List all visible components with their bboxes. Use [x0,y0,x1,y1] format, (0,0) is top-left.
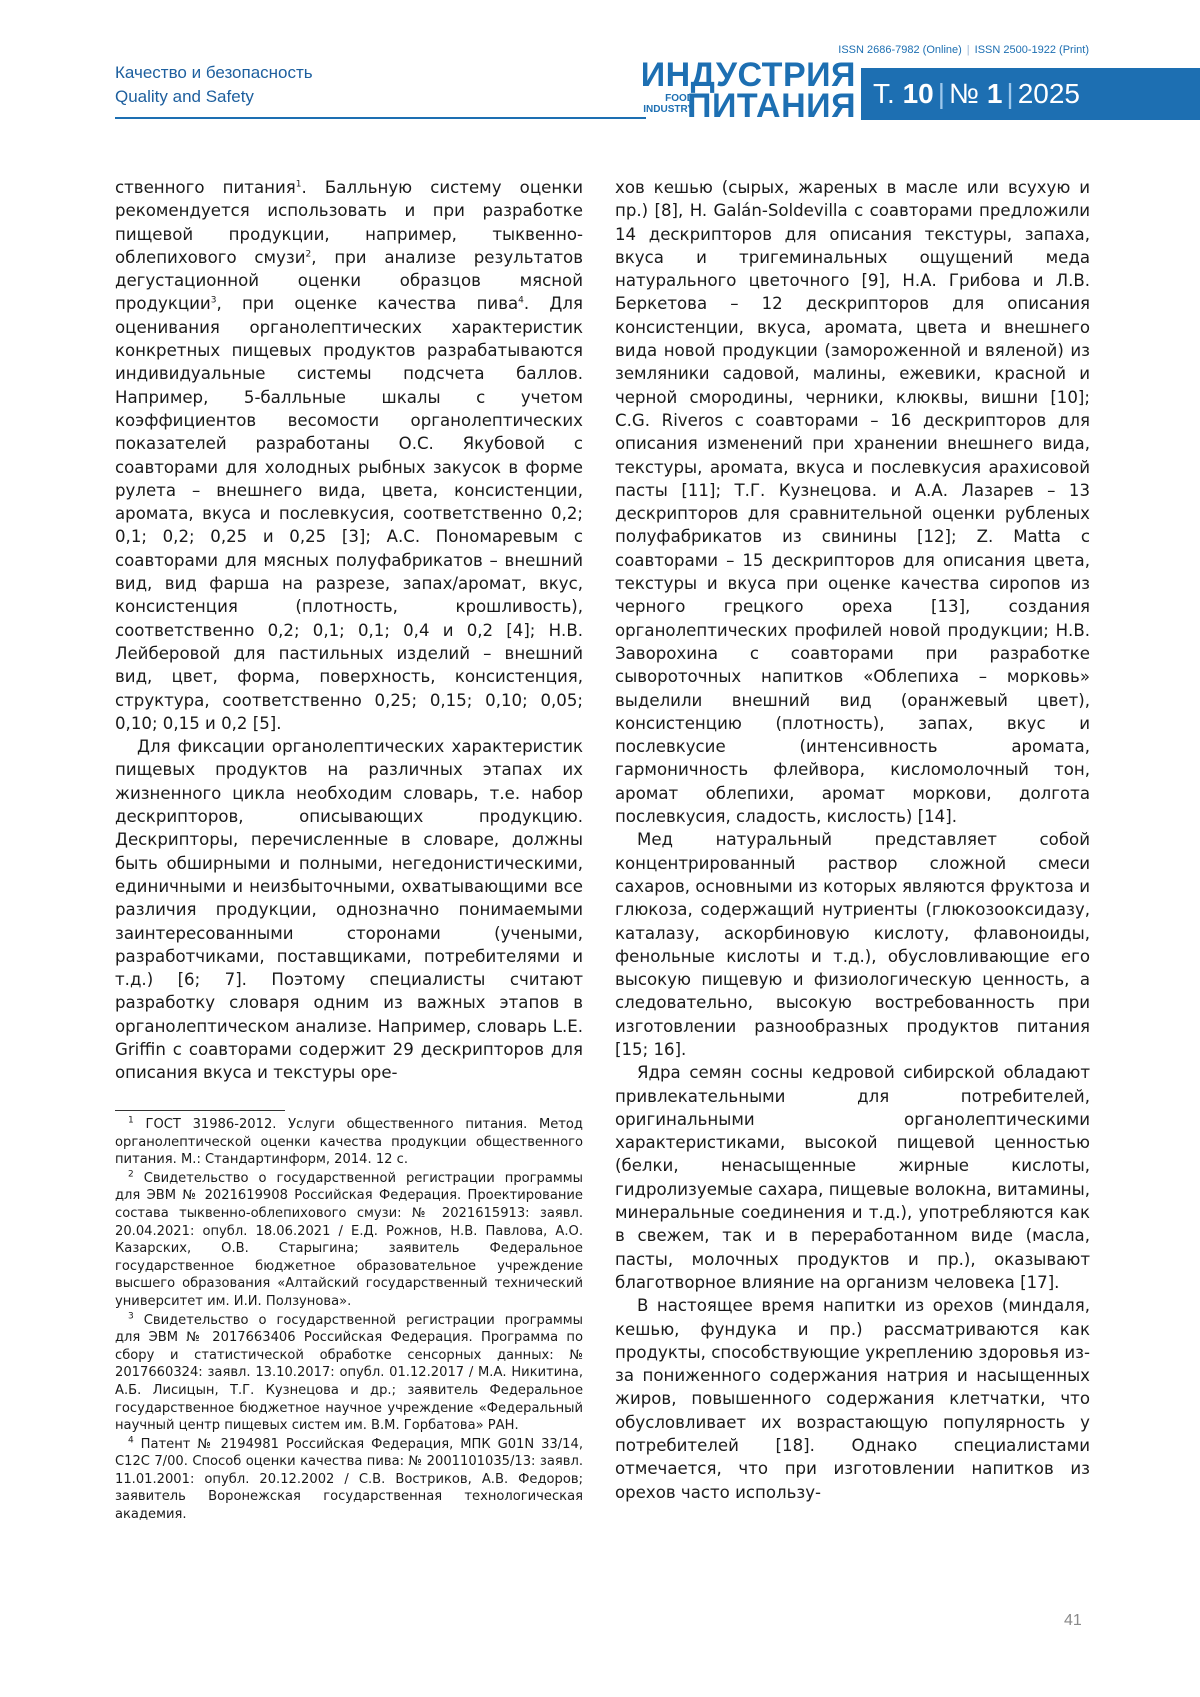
footnote-mark: 2 [128,1169,134,1180]
footnote-text: ГОСТ 31986-2012. Услуги общественного питания. Метод органолептической оценки качества продукции общественного питания. М.: Стандартинформ, 2014. 12 с. [115,1117,583,1168]
text-run: , при оценке качества пива [216,294,519,314]
issue-number: 1 [986,78,1003,109]
footnotes [115,1116,583,1525]
page-number: 41 [1064,1612,1082,1629]
text-run: Для фиксации органолептических характеристик пищевых продуктов на различных этапах их жизненного цикла необходим словарь, т.е. набор дескрипторов, описывающих продукцию. Дескрипторы, перечисленные в словаре, должны быть обширными и полными, негедонистическими, единичными и неизбыточными, охватывающими все различия продукции, однозначно понимаемыми заинтересованными сторонами (учеными, разработчиками, поставщиками, потребителями и т.д.) [6; 7]. Поэтому специалисты считают разработку словаря одним из важных этапов в органолептическом анализе. Например, словарь L.E. Griffin с соавторами содержит 29 дескрипторов для описания вкуса и текстуры оре- [115,737,583,1083]
text-column-left [115,176,583,1085]
issn-line [838,44,1089,56]
paragraph [615,1294,1090,1504]
footnote-mark: 1 [128,1115,134,1126]
footnote [115,1312,583,1435]
footnote-text: Свидетельство о государственной регистрации программы для ЭВМ № 2021619908 Российская Федерация. Проектирование состава тыквенно-облепихового смузи: № 2021615913: заявл. 20.04.2021: опубл. 18.06.2021 / Е.Д. Рожнов, Н.В. Павлова, А.О. Казарских, О.В. Старыгина; заявитель Федеральное государственное бюджетное образовательное учреждение высшего образования «Алтайский государственный технический университет им. И.И. Ползунова». [115,1170,583,1309]
logo-title-line2: ПИТАНИЯ [687,87,856,125]
logo-subtitle-line1: FOOD [665,93,694,104]
logo-subtitle-line2: INDUSTRY [643,104,694,115]
footnote-text: Свидетельство о государственной регистрации программы для ЭВМ № 2017663406 Российская Федерация. Программа по сбору и статистической обработке сенсорных данных: № 2017660324: заявл. 13.10.2017: опубл. 01.12.2017 / М.А. Никитина, А.Б. Лисицын, Т.Г. Кузнецова и др.; заявитель Федеральное государственное бюджетное научное учреждение «Федеральный научный центр пищевых систем им. В.М. Горбатова» РАН. [115,1312,583,1434]
volume-label: Т. [873,78,895,109]
section-title-en: Quality and Safety [115,87,254,106]
volume-separator: | [937,78,945,109]
text-run: Мед натуральный представляет собой концентрированный раствор сложной смеси сахаров, основными из которых являются фруктоза и глюкоза, содержащий нутриенты (глюкозооксидазу, каталазу, аскорбиновую кислоту, флавоноиды, фенольные кислоты и т.д.), обусловливающие его высокую пищевую и физиологическую ценность, а следовательно, высокую востребованность при изготовлении разнообразных продуктов питания [15; 16]. [615,830,1090,1059]
text-run: хов кешью (сырых, жареных в масле или всухую и пр.) [8], H. Galán-Soldevilla с соавторами предложили 14 дескрипторов для описания текстуры, запаха, вкуса и тригеминальных ощущений меда натурального цветочного [9], Н.А. Грибова и Л.В. Беркетова – 12 дескрипторов для описания консистенции, вкуса, аромата, цвета и внешнего вида новой продукции (замороженной и вяленой) из земляники садовой, малины, ежевики, красной и черной смородины, черники, клюквы, вишни [10]; C.G. Riveros с соавторами – 16 дескрипторов для описания изменений при хранении внешнего вида, текстуры, аромата, вкуса и послевкусия арахисовой пасты [11]; Т.Г. Кузнецова. и А.А. Лазарев – 13 дескрипторов для сравнительной оценки рубленых полуфабрикатов из свинины [12]; Z. Matta с соавторами – 15 дескрипторов для описания цвета, текстуры и вкуса при оценке качества сиропов из черного грецкого ореха [13], создания органолептических профилей новой продукции; Н.В. Заворохина с соавторами при разработке сывороточных напитков «Облепиха – морковь» выделили внешний вид (оранжевый цвет), консистенцию (плотность), запах, вкус и послевкусие (интенсивность аромата, гармоничность флейвора, кисломолочный тон, аромат облепихи, аромат моркови, долгота послевкусия, сладость, кислость) [14]. [615,178,1090,827]
footnote-ref: 1 [295,179,302,190]
footnote-mark: 4 [128,1435,134,1446]
issue-label: № [949,78,980,109]
text-run: Ядра семян сосны кедровой сибирской обладают привлекательными для потребителей, оригинальными органолептическими характеристиками, высокой пищевой ценностью (белки, ненасыщенные жирные кислоты, гидролизуемые сахара, пищевые волокна, витамины, минеральные соединения и т.д.), употребляются как в свежем, так и в переработанном виде (масла, пасты, молочных продуктов и пр.), оказывают благотворное влияние на организм человека [17]. [615,1063,1090,1292]
issue-year: 2025 [1017,78,1080,109]
footnote-ref: 4 [518,295,524,306]
volume-number: 10 [902,78,934,109]
footnote [115,1170,583,1311]
paragraph [115,176,583,735]
text-run: . Балльную систему оценки рекомендуется использовать и при разработке пищевой продукции, например, тыквенно-облепихового смузи [115,178,583,267]
journal-logo [634,56,856,125]
section-title [115,61,313,109]
issn-online: ISSN 2686-7982 (Online) [838,44,962,56]
logo-subtitle [634,93,694,115]
issue-separator: | [1006,78,1014,109]
text-run: , при анализе результатов дегустационной оценки образцов мясной продукции [115,247,583,314]
footnote-divider [115,1110,285,1111]
section-title-ru: Качество и безопасность [115,63,313,82]
paragraph [615,176,1090,828]
header-divider [115,117,646,119]
text-column-right [615,176,1090,1504]
text-run: В настоящее время напитки из орехов (миндаля, кешью, фундука и пр.) рассматриваются как продукты, способствующие укреплению здоровья из-за пониженного содержания натрия и насыщенных жиров, повышенного содержания клетчатки, что обусловливает их возрастающую популярность у потребителей [18]. Однако специалистами отмечается, что при изготовлении напитков из орехов часто использу- [615,1296,1090,1502]
footnote [115,1436,583,1524]
text-run: . Для оценивания органолептических характеристик конкретных пищевых продуктов разрабатываются индивидуальные системы подсчета баллов. Например, 5-балльные шкалы с учетом коэффициентов весомости органолептических показателей разработаны О.С. Якубовой с соавторами для холодных рыбных закусок в форме рулета – внешнего вида, цвета, консистенции, аромата, вкуса и послевкусия, соответственно 0,2; 0,1; 0,2; 0,25 и 0,25 [3]; А.С. Пономаревым с соавторами для мясных полуфабрикатов – внешний вид, вид фарша на разрезе, запах/аромат, вкус, консистенция (плотность, крошливость), соответственно 0,2; 0,1; 0,1; 0,4 и 0,2 [4]; Н.В. Лейберовой для пастильных изделий – внешний вид, цвет, форма, поверхность, консистенция, структура, соответственно 0,25; 0,15; 0,10; 0,05; 0,10; 0,15 и 0,2 [5]. [115,294,583,733]
footnote-text: Патент № 2194981 Российская Федерация, МПК G01N 33/14, C12C 7/00. Способ оценки качества пива: № 2001101035/13: заявл. 11.01.2001: опубл. 20.12.2002 / С.В. Востриков, А.В. Федоров; заявитель Воронежская государственная технологическая академия. [115,1436,583,1523]
issn-print: ISSN 2500-1922 (Print) [974,44,1089,56]
footnote-mark: 3 [128,1311,134,1322]
paragraph [115,735,583,1084]
issn-separator: | [966,44,970,56]
footnote [115,1116,583,1169]
paragraph [615,1061,1090,1294]
text-run: ственного питания [115,178,296,197]
volume-issue-box [861,68,1200,120]
paragraph [615,828,1090,1061]
footnote-ref: 2 [305,249,312,260]
logo-title-line1: ИНДУСТРИЯ [640,56,856,94]
footnote-ref: 3 [210,295,217,306]
